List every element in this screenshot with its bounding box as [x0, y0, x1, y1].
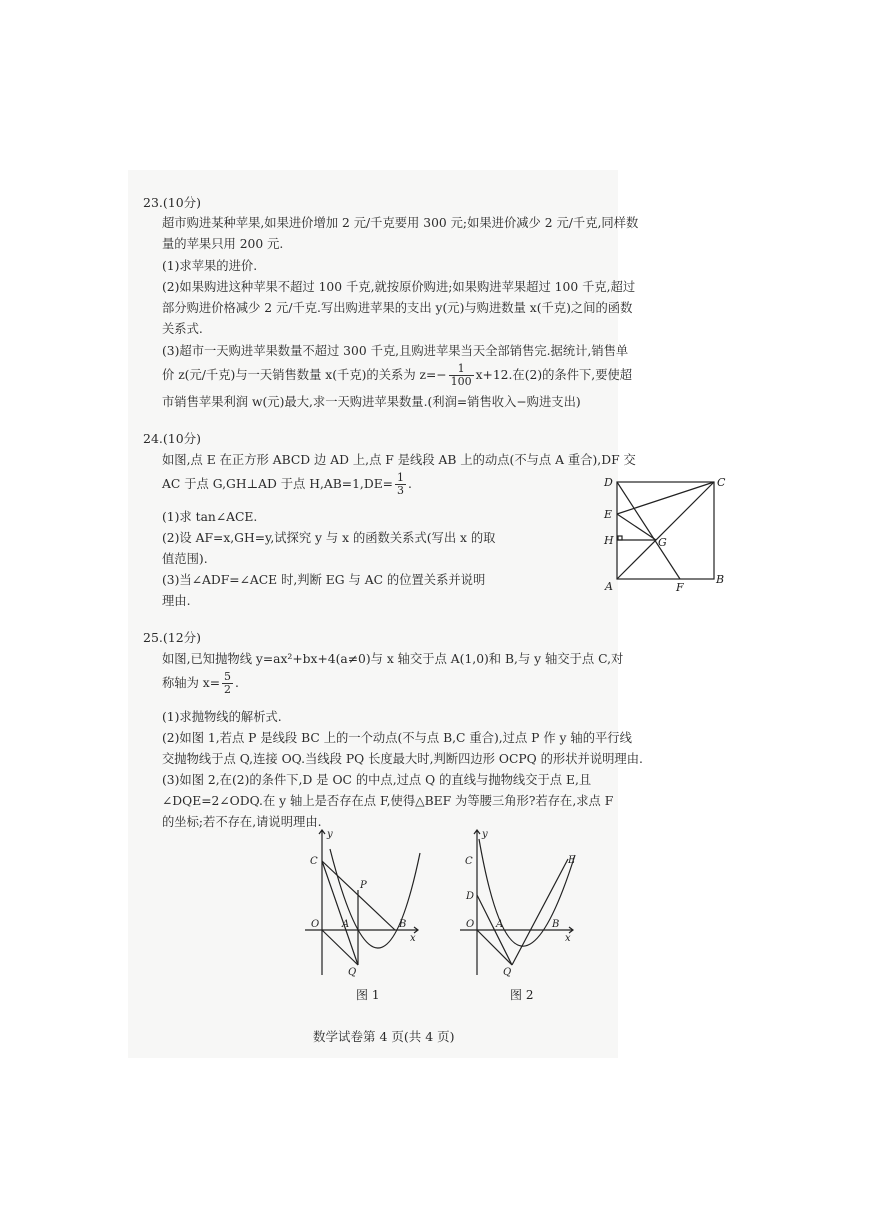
q24-part2-line1: (2)设 AF=x,GH=y,试探究 y 与 x 的函数关系式(写出 x 的取: [162, 531, 496, 545]
q25-part2-line2: 交抛物线于点 Q,连接 OQ.当线段 PQ 长度最大时,判断四边形 OCPQ 的形状并说明理由.: [162, 752, 643, 766]
q25-header: 25.(12分): [143, 630, 202, 645]
q24-line1: 如图,点 E 在正方形 ABCD 边 AD 上,点 F 是线段 AB 上的动点(不与点 A 重合),DF 交: [162, 453, 636, 467]
q24-fraction: [395, 472, 406, 497]
segment-oq: [477, 930, 512, 965]
fig2-label-c: C: [465, 856, 473, 867]
segment-eg: [617, 514, 656, 540]
q24-square-figure: [598, 474, 728, 596]
fig1-label-y: y: [327, 829, 333, 840]
q24-part2-line2: 值范围).: [162, 552, 208, 566]
q24-fraction-denominator: 3: [396, 484, 404, 497]
fig2-caption: 图 2: [510, 988, 534, 1002]
q23-part1: (1)求苹果的进价.: [162, 259, 258, 273]
q23-fraction-denominator: 100: [450, 375, 472, 388]
q23-fraction-numerator: 1: [449, 363, 474, 376]
fig1-label-q: Q: [348, 967, 357, 978]
q24-line2-a: AC 于点 G,GH⊥AD 于点 H,AB=1,DE=: [162, 477, 393, 491]
q23-part3-line1: (3)超市一天购进苹果数量不超过 300 千克,且购进苹果当天全部销售完.据统计,销售单: [162, 344, 629, 358]
q23-part3-line2-b: x+12.在(2)的条件下,要使超: [475, 368, 633, 382]
fig1-label-x: x: [410, 933, 416, 944]
fig2-label-q: Q: [503, 967, 512, 978]
fig1-label-b: B: [399, 919, 407, 930]
q24-line2: [162, 469, 412, 499]
label-h: H: [604, 534, 614, 547]
q25-part3-line1: (3)如图 2,在(2)的条件下,D 是 OC 的中点,过点 Q 的直线与抛物线交于点 E,且: [162, 773, 592, 787]
label-d: D: [604, 476, 613, 489]
q23-line2: 量的苹果只用 200 元.: [162, 237, 284, 251]
fig1-caption: 图 1: [356, 988, 380, 1002]
q25-figure-2: [455, 825, 585, 1010]
q24-header: 24.(10分): [143, 431, 202, 446]
fig1-label-a: A: [342, 919, 350, 930]
page-footer: 数学试卷第 4 页(共 4 页): [313, 1029, 455, 1044]
q24-line2-b: .: [407, 477, 412, 491]
q24-fraction-numerator: 1: [396, 471, 404, 484]
fig2-label-o: O: [466, 919, 475, 930]
segment-cq: [322, 861, 358, 965]
q24-part1: (1)求 tan∠ACE.: [162, 510, 258, 524]
q23-part2-line1: (2)如果购进这种苹果不超过 100 千克,就按原价购进;如果购进苹果超过 100 千克,超过: [162, 280, 636, 294]
label-c: C: [717, 476, 726, 489]
q23-header: 23.(10分): [143, 195, 202, 210]
label-b: B: [716, 573, 725, 586]
label-f: F: [676, 581, 684, 594]
fig2-label-y: y: [482, 829, 488, 840]
fig2-label-e: E: [568, 855, 576, 866]
segment-oq: [322, 930, 358, 965]
label-g: G: [658, 536, 667, 549]
q23-part2-line2: 部分购进价格减少 2 元/千克.写出购进苹果的支出 y(元)与购进数量 x(千克)之间的函数: [162, 301, 633, 315]
q25-fraction-denominator: 2: [224, 683, 232, 696]
q23-line1: 超市购进某种苹果,如果进价增加 2 元/千克要用 300 元;如果进价减少 2 元/千克,同样数: [162, 216, 639, 230]
q25-part2-line1: (2)如图 1,若点 P 是线段 BC 上的一个动点(不与点 B,C 重合),过点 P 作 y 轴的平行线: [162, 731, 632, 745]
diagonal-ac: [617, 482, 714, 579]
q25-fraction: [222, 671, 233, 696]
fig1-label-o: O: [311, 919, 320, 930]
q23-part3-line3: 市销售苹果利润 w(元)最大,求一天购进苹果数量.(利润=销售收入−购进支出): [162, 395, 581, 409]
fig2-label-d: D: [466, 891, 475, 902]
label-e: E: [604, 508, 613, 521]
q25-fraction-numerator: 5: [224, 670, 232, 683]
q25-line2: [162, 668, 239, 698]
label-a: A: [605, 580, 613, 593]
q25-part3-line3: 的坐标;若不存在,请说明理由.: [162, 815, 322, 829]
parabola: [330, 849, 420, 948]
q23-part3-line2-a: 价 z(元/千克)与一天销售数量 x(千克)的关系为 z=−: [162, 368, 447, 382]
fig1-label-c: C: [310, 856, 318, 867]
q23-part2-line3: 关系式.: [162, 322, 203, 336]
fig2-label-a: A: [496, 919, 504, 930]
fig2-label-x: x: [565, 933, 571, 944]
fig2-label-b: B: [552, 919, 560, 930]
q24-part3-line1: (3)当∠ADF=∠ACE 时,判断 EG 与 AC 的位置关系并说明: [162, 573, 486, 587]
q25-part3-line2: ∠DQE=2∠ODQ.在 y 轴上是否存在点 F,使得△BEF 为等腰三角形?若存在,求点 F: [162, 794, 614, 808]
q24-part3-line2: 理由.: [162, 594, 191, 608]
fig1-label-p: P: [360, 880, 367, 891]
q25-line2-b: .: [235, 676, 239, 690]
q25-line2-a: 称轴为 x=: [162, 676, 221, 690]
q25-part1: (1)求抛物线的解析式.: [162, 710, 282, 724]
q23-part3-line2: [162, 360, 632, 390]
segment-ec: [617, 482, 714, 514]
q25-line1: 如图,已知抛物线 y=ax²+bx+4(a≠0)与 x 轴交于点 A(1,0)和 B,与 y 轴交于点 C,对: [162, 652, 624, 666]
segment-qe: [512, 859, 568, 965]
q25-figure-1: [300, 825, 430, 1010]
right-angle-mark: [618, 536, 622, 540]
q23-fraction: [449, 363, 474, 388]
